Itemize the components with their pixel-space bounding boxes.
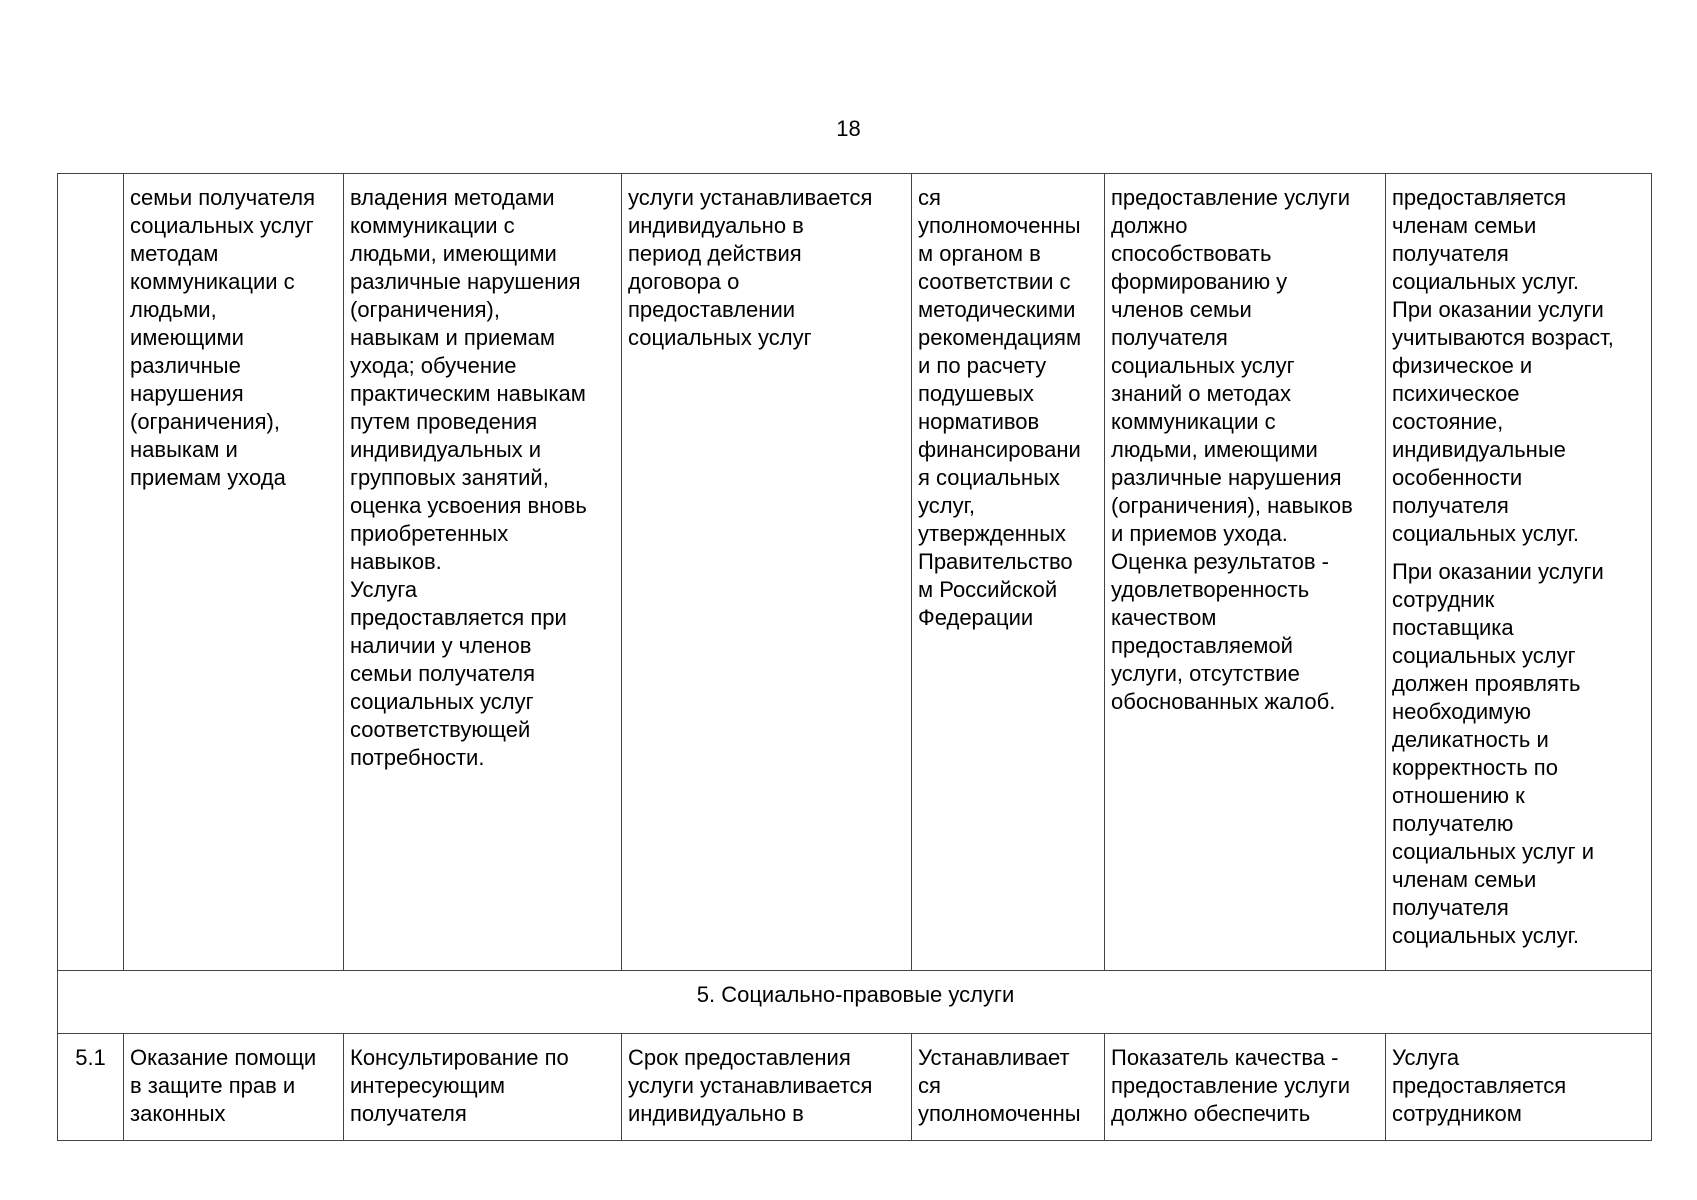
cell-service-norm: ся уполномоченны м органом в соответствии с методическими рекомендациям и по расчету подушевых нормативов финансировани я социальных услуг, утвержденных Правительство м Российской Федерации [912,174,1105,971]
conditions-paragraph-2: При оказании услуги сотрудник поставщика социальных услуг должен проявлять необходимую деликатность и корректность по отношению к получателю социальных услуг и членам семьи получателя социальных услуг. [1392,559,1604,948]
cell-service-description: Консультирование по интересующим получателя [344,1034,622,1141]
cell-number [58,174,124,971]
cell-service-term: Срок предоставления услуги устанавливается индивидуально в [622,1034,912,1141]
services-table [57,173,1652,1141]
cell-number: 5.1 [58,1034,124,1141]
cell-service-conditions: Услуга предоставляется сотрудником [1386,1034,1652,1141]
table-row-continued [58,174,1652,971]
cell-service-description: владения методами коммуникации с людьми, имеющими различные нарушения (ограничения), навыкам и приемам ухода; обучение практическим навыкам путем проведения индивидуальных и групповых занятий, оценка усвоения вновь приобретенных навыков. Услуга предоставляется при наличии у членов семьи получателя социальных услуг соответствующей потребности. [344,174,622,971]
cell-service-norm: Устанавливает ся уполномоченны [912,1034,1105,1141]
cell-service-term: услуги устанавливается индивидуально в период действия договора о предоставлении социальных услуг [622,174,912,971]
cell-service-quality: предоставление услуги должно способствовать формированию у членов семьи получателя социальных услуг знаний о методах коммуникации с людьми, имеющими различные нарушения (ограничения), навыков и приемов ухода. Оценка результатов - удовлетворенность качеством предоставляемой услуги, отсутствие обоснованных жалоб. [1105,174,1386,971]
cell-service-conditions [1386,174,1652,971]
cell-service-name: Оказание помощи в защите прав и законных [124,1034,344,1141]
section-heading: 5. Социально-правовые услуги [58,971,1652,1034]
page-number: 18 [836,116,861,141]
table-row-5-1 [58,1034,1652,1141]
cell-service-quality: Показатель качества - предоставление услуги должно обеспечить [1105,1034,1386,1141]
table-row-section [58,971,1652,1034]
cell-service-name: семьи получателя социальных услуг методам коммуникации с людьми, имеющими различные нарушения (ограничения), навыкам и приемам ухода [124,174,344,971]
conditions-paragraph-1: предоставляется членам семьи получателя социальных услуг. При оказании услуги учитываются возраст, физическое и психическое состояние, индивидуальные особенности получателя социальных услуг. [1392,185,1614,546]
